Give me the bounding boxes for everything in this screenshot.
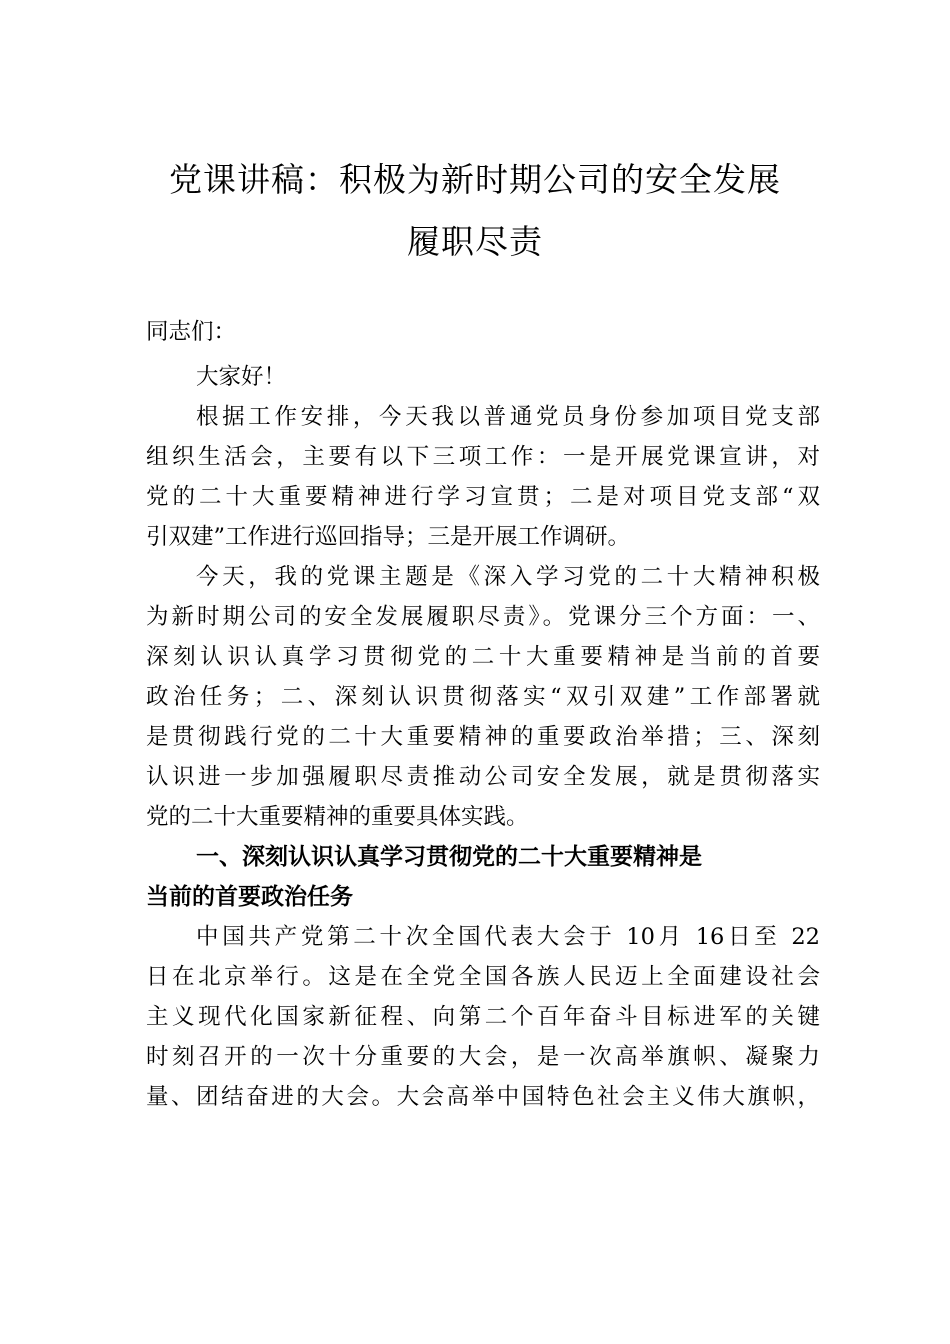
section-heading-line: 当前的首要政治任务 <box>146 884 353 910</box>
greeting: 大家好！ <box>196 364 287 390</box>
section-body-line: 量、团结奋进的大会。大会高举中国特色社会主义伟大旗帜， <box>146 1084 820 1110</box>
topic-line: 党的二十大重要精神的重要具体实践。 <box>146 804 529 830</box>
topic-line: 为新时期公司的安全发展履职尽责》。党课分三个方面：一、 <box>146 604 820 630</box>
intro-line: 根据工作安排，今天我以普通党员身份参加项目党支部 <box>196 404 820 430</box>
topic-line: 认识进一步加强履职尽责推动公司安全发展，就是贯彻落实 <box>146 764 820 790</box>
salutation: 同志们： <box>146 319 237 345</box>
topic-line: 今天，我的党课主题是《深入学习党的二十大精神积极 <box>196 564 820 590</box>
document-title-line-2: 履职尽责 <box>407 222 543 261</box>
intro-line: 引双建”工作进行巡回指导；三是开展工作调研。 <box>146 524 631 550</box>
section-heading-line: 一、深刻认识认真学习贯彻党的二十大重要精神是 <box>196 844 702 870</box>
topic-line: 政治任务；二、深刻认识贯彻落实“双引双建”工作部署就 <box>146 684 820 710</box>
intro-line: 党的二十大重要精神进行学习宣贯；二是对项目党支部“双 <box>146 484 820 510</box>
section-body-line: 时刻召开的一次十分重要的大会，是一次高举旗帜、凝聚力 <box>146 1044 820 1070</box>
topic-line: 是贯彻践行党的二十大重要精神的重要政治举措；三、深刻 <box>146 724 820 750</box>
intro-line: 组织生活会，主要有以下三项工作：一是开展党课宣讲，对 <box>146 444 820 470</box>
topic-line: 深刻认识认真学习贯彻党的二十大重要精神是当前的首要 <box>146 644 820 670</box>
document-title-line-1: 党课讲稿：积极为新时期公司的安全发展 <box>169 160 781 199</box>
section-body-line: 中国共产党第二十次全国代表大会于 10月 16日至 22 <box>196 924 820 950</box>
section-body-line: 日在北京举行。这是在全党全国各族人民迈上全面建设社会 <box>146 964 820 990</box>
section-body-line: 主义现代化国家新征程、向第二个百年奋斗目标进军的关键 <box>146 1004 820 1030</box>
